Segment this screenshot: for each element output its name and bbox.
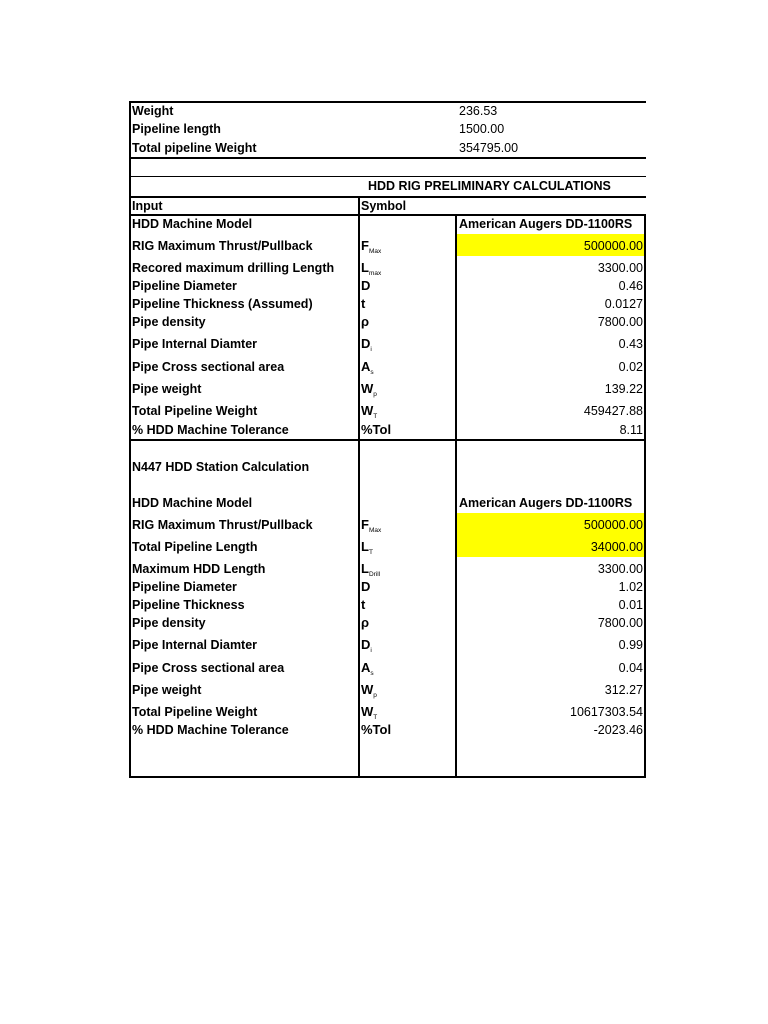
- row-symbol: [361, 422, 391, 438]
- symbol-main: L: [361, 260, 369, 275]
- row-symbol: [361, 539, 373, 561]
- row-value: 500000.00: [583, 239, 643, 253]
- summary-length-value: 1500.00: [459, 122, 505, 136]
- row-value: 3300.00: [597, 261, 643, 275]
- row-label: Pipe density: [132, 315, 206, 329]
- row-symbol: [361, 381, 377, 403]
- row-value: 1.02: [618, 580, 643, 594]
- summary-length-label: Pipeline length: [132, 122, 221, 136]
- row-value: 8.11: [619, 423, 643, 437]
- symbol-main: L: [361, 561, 369, 576]
- page-title: HDD RIG PRELIMINARY CALCULATIONS: [368, 179, 611, 193]
- row-label: HDD Machine Model: [132, 217, 253, 231]
- symbol-subscript: T: [373, 714, 378, 721]
- symbol-subscript: T: [368, 549, 373, 556]
- row-value: 139.22: [604, 382, 643, 396]
- row-value: 0.99: [618, 638, 643, 652]
- row-label: % HDD Machine Tolerance: [132, 723, 289, 737]
- row-value: 7800.00: [597, 616, 643, 630]
- row-symbol: [361, 238, 381, 260]
- symbol-main: ρ: [361, 314, 370, 329]
- grid-line: [129, 439, 646, 441]
- row-symbol: [361, 296, 365, 312]
- header-symbol: Symbol: [361, 199, 407, 213]
- grid-line: [358, 196, 360, 778]
- row-label: Pipe Internal Diamter: [132, 337, 258, 351]
- row-label: Pipe Cross sectional area: [132, 661, 285, 675]
- row-label: Pipeline Diameter: [132, 279, 237, 293]
- row-value: -2023.46: [593, 723, 643, 737]
- row-value: 312.27: [604, 683, 643, 697]
- row-value: 0.04: [618, 661, 643, 675]
- row-value: 3300.00: [597, 562, 643, 576]
- row-symbol: [361, 517, 381, 539]
- symbol-subscript: i: [370, 647, 372, 654]
- symbol-main: ρ: [361, 615, 370, 630]
- row-label: % HDD Machine Tolerance: [132, 423, 289, 437]
- row-value: 0.01: [618, 598, 643, 612]
- row-label: Total Pipeline Length: [132, 540, 258, 554]
- row-label: Pipeline Thickness: [132, 598, 245, 612]
- grid-line: [129, 157, 646, 159]
- row-label: Pipe Internal Diamter: [132, 638, 258, 652]
- row-symbol: [361, 359, 374, 381]
- symbol-main: W: [361, 381, 374, 396]
- row-label: Total Pipeline Weight: [132, 404, 258, 418]
- symbol-subscript: p: [373, 391, 377, 398]
- summary-weight-label: Weight: [132, 104, 174, 118]
- symbol-main: D: [361, 336, 371, 351]
- symbol-main: W: [361, 704, 374, 719]
- row-label: Recored maximum drilling Length: [132, 261, 335, 275]
- symbol-subscript: s: [370, 670, 374, 677]
- symbol-main: D: [361, 579, 371, 594]
- row-symbol: [361, 579, 370, 595]
- symbol-subscript: p: [373, 692, 377, 699]
- row-symbol: [361, 637, 372, 659]
- symbol-main: F: [361, 238, 369, 253]
- symbol-main: L: [361, 539, 369, 554]
- row-value: 0.46: [618, 279, 643, 293]
- row-symbol: [361, 722, 391, 738]
- symbol-main: t: [361, 296, 366, 311]
- row-symbol: [361, 314, 369, 330]
- row-value: 0.0127: [604, 297, 643, 311]
- symbol-main: t: [361, 597, 366, 612]
- grid-line: [129, 101, 646, 103]
- row-label: Pipe Cross sectional area: [132, 360, 285, 374]
- row-label: Pipe weight: [132, 683, 202, 697]
- row-value: 0.02: [618, 360, 643, 374]
- symbol-main: W: [361, 682, 374, 697]
- symbol-subscript: Drill: [368, 571, 381, 578]
- summary-total-value: 354795.00: [459, 141, 519, 155]
- row-label: HDD Machine Model: [132, 496, 253, 510]
- grid-line: [455, 214, 457, 778]
- row-value: American Augers DD-1100RS: [459, 217, 633, 231]
- row-label: Maximum HDD Length: [132, 562, 266, 576]
- header-input: Input: [132, 199, 163, 213]
- row-symbol: [361, 336, 372, 358]
- symbol-main: D: [361, 637, 371, 652]
- symbol-main: F: [361, 517, 369, 532]
- symbol-main: %Tol: [361, 422, 392, 437]
- row-value: 10617303.54: [570, 705, 643, 719]
- row-symbol: [361, 660, 374, 682]
- row-label: Pipe density: [132, 616, 206, 630]
- symbol-subscript: max: [368, 270, 382, 277]
- symbol-subscript: Max: [368, 527, 382, 534]
- section2-heading: N447 HDD Station Calculation: [132, 460, 310, 474]
- row-label: Pipeline Diameter: [132, 580, 237, 594]
- row-label: Pipeline Thickness (Assumed): [132, 297, 313, 311]
- row-symbol: [361, 615, 369, 631]
- symbol-subscript: i: [370, 346, 372, 353]
- row-label: RIG Maximum Thrust/Pullback: [132, 518, 313, 532]
- row-value: 500000.00: [583, 518, 643, 532]
- row-symbol: [361, 278, 370, 294]
- symbol-main: W: [361, 403, 374, 418]
- row-label: Pipe weight: [132, 382, 202, 396]
- symbol-main: %Tol: [361, 722, 392, 737]
- row-value: American Augers DD-1100RS: [459, 496, 633, 510]
- row-value: 7800.00: [597, 315, 643, 329]
- row-value: 459427.88: [583, 404, 643, 418]
- row-symbol: [361, 597, 365, 613]
- grid-line: [129, 776, 646, 778]
- row-value: 0.43: [618, 337, 643, 351]
- grid-line: [129, 176, 646, 177]
- grid-line: [129, 101, 131, 778]
- symbol-main: A: [361, 359, 371, 374]
- summary-total-label: Total pipeline Weight: [132, 141, 257, 155]
- symbol-subscript: s: [370, 369, 374, 376]
- grid-line: [644, 214, 646, 778]
- symbol-main: A: [361, 660, 371, 675]
- summary-weight-value: 236.53: [459, 104, 498, 118]
- row-symbol: [361, 682, 377, 704]
- row-label: Total Pipeline Weight: [132, 705, 258, 719]
- row-label: RIG Maximum Thrust/Pullback: [132, 239, 313, 253]
- symbol-subscript: Max: [368, 248, 382, 255]
- symbol-main: D: [361, 278, 371, 293]
- row-value: 34000.00: [590, 540, 643, 554]
- symbol-subscript: T: [373, 413, 378, 420]
